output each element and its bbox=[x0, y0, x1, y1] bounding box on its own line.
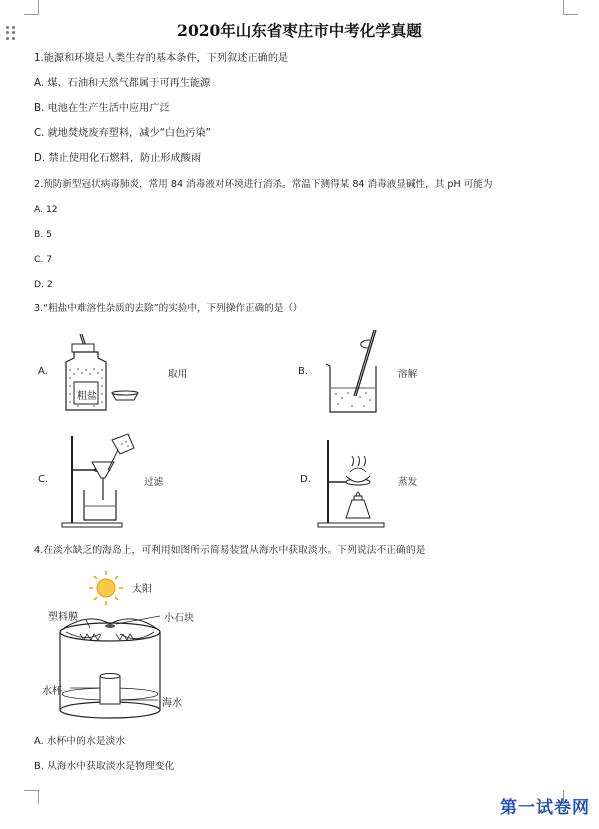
question-1-option-b: B. 电池在生产生活中应用广泛 bbox=[34, 103, 170, 114]
question-2-option-a: A. 12 bbox=[34, 204, 58, 215]
question-1-option-c: C. 就地焚烧废弃塑料，减少“白色污染” bbox=[34, 128, 211, 139]
filtration-figure bbox=[58, 430, 148, 530]
crop-mark bbox=[24, 14, 39, 15]
question-3-option-c-letter: C. bbox=[38, 474, 49, 485]
question-1-option-d: D. 禁止使用化石燃料，防止形成酸雨 bbox=[34, 153, 202, 164]
question-1-stem: 1.能源和环境是人类生存的基本条件，下列叙述正确的是 bbox=[34, 53, 289, 64]
crop-mark bbox=[563, 0, 564, 14]
watermark-logo: 第一试卷网 bbox=[500, 798, 590, 818]
beaker-stirring-figure bbox=[318, 326, 388, 418]
question-3-option-b-letter: B. bbox=[298, 366, 309, 377]
page-title: 2020年山东省枣庄市中考化学真题 bbox=[177, 21, 422, 40]
question-3-option-c-caption: 过滤 bbox=[144, 477, 164, 488]
cup-label: 水杯 bbox=[42, 686, 62, 697]
salt-jar-figure bbox=[58, 330, 148, 415]
crop-mark bbox=[563, 14, 578, 15]
question-3-option-d-letter: D. bbox=[300, 474, 311, 485]
question-3-option-b-caption: 溶解 bbox=[398, 369, 418, 380]
sun-label: 太阳 bbox=[132, 584, 152, 595]
crop-mark bbox=[38, 790, 39, 804]
question-2-stem: 2.预防新型冠状病毒肺炎，常用 84 消毒液对环境进行消杀。常温下测得某 84 消毒液显碱性，其 pH 可能为 bbox=[34, 179, 493, 190]
question-4-option-b: B. 从海水中获取淡水是物理变化 bbox=[34, 761, 175, 772]
question-2-option-d: D. 2 bbox=[34, 279, 53, 290]
question-3-option-a-letter: A. bbox=[38, 366, 48, 377]
stone-label: 小石块 bbox=[164, 613, 194, 624]
question-4-option-a: A. 水杯中的水是淡水 bbox=[34, 736, 126, 747]
crop-mark bbox=[24, 790, 39, 791]
question-2-option-c: C. 7 bbox=[34, 254, 53, 265]
salt-jar-label: 粗盐 bbox=[77, 391, 97, 402]
question-3-option-a-caption: 取用 bbox=[168, 369, 188, 380]
question-1-option-a: A. 煤、石油和天然气都属于可再生能源 bbox=[34, 78, 211, 89]
question-3-stem: 3.“粗盐中难溶性杂质的去除”的实验中，下列操作正确的是（） bbox=[34, 303, 303, 314]
evaporation-figure bbox=[316, 436, 396, 532]
question-4-stem: 4.在淡水缺乏的海岛上，可利用如图所示简易装置从海水中获取淡水。下列说法不正确的是 bbox=[34, 545, 426, 556]
question-3-option-d-caption: 蒸发 bbox=[398, 477, 418, 488]
film-label: 塑料膜 bbox=[48, 612, 78, 623]
sea-label: 海水 bbox=[162, 698, 182, 709]
question-2-option-b: B. 5 bbox=[34, 229, 52, 240]
crop-mark bbox=[38, 0, 39, 14]
